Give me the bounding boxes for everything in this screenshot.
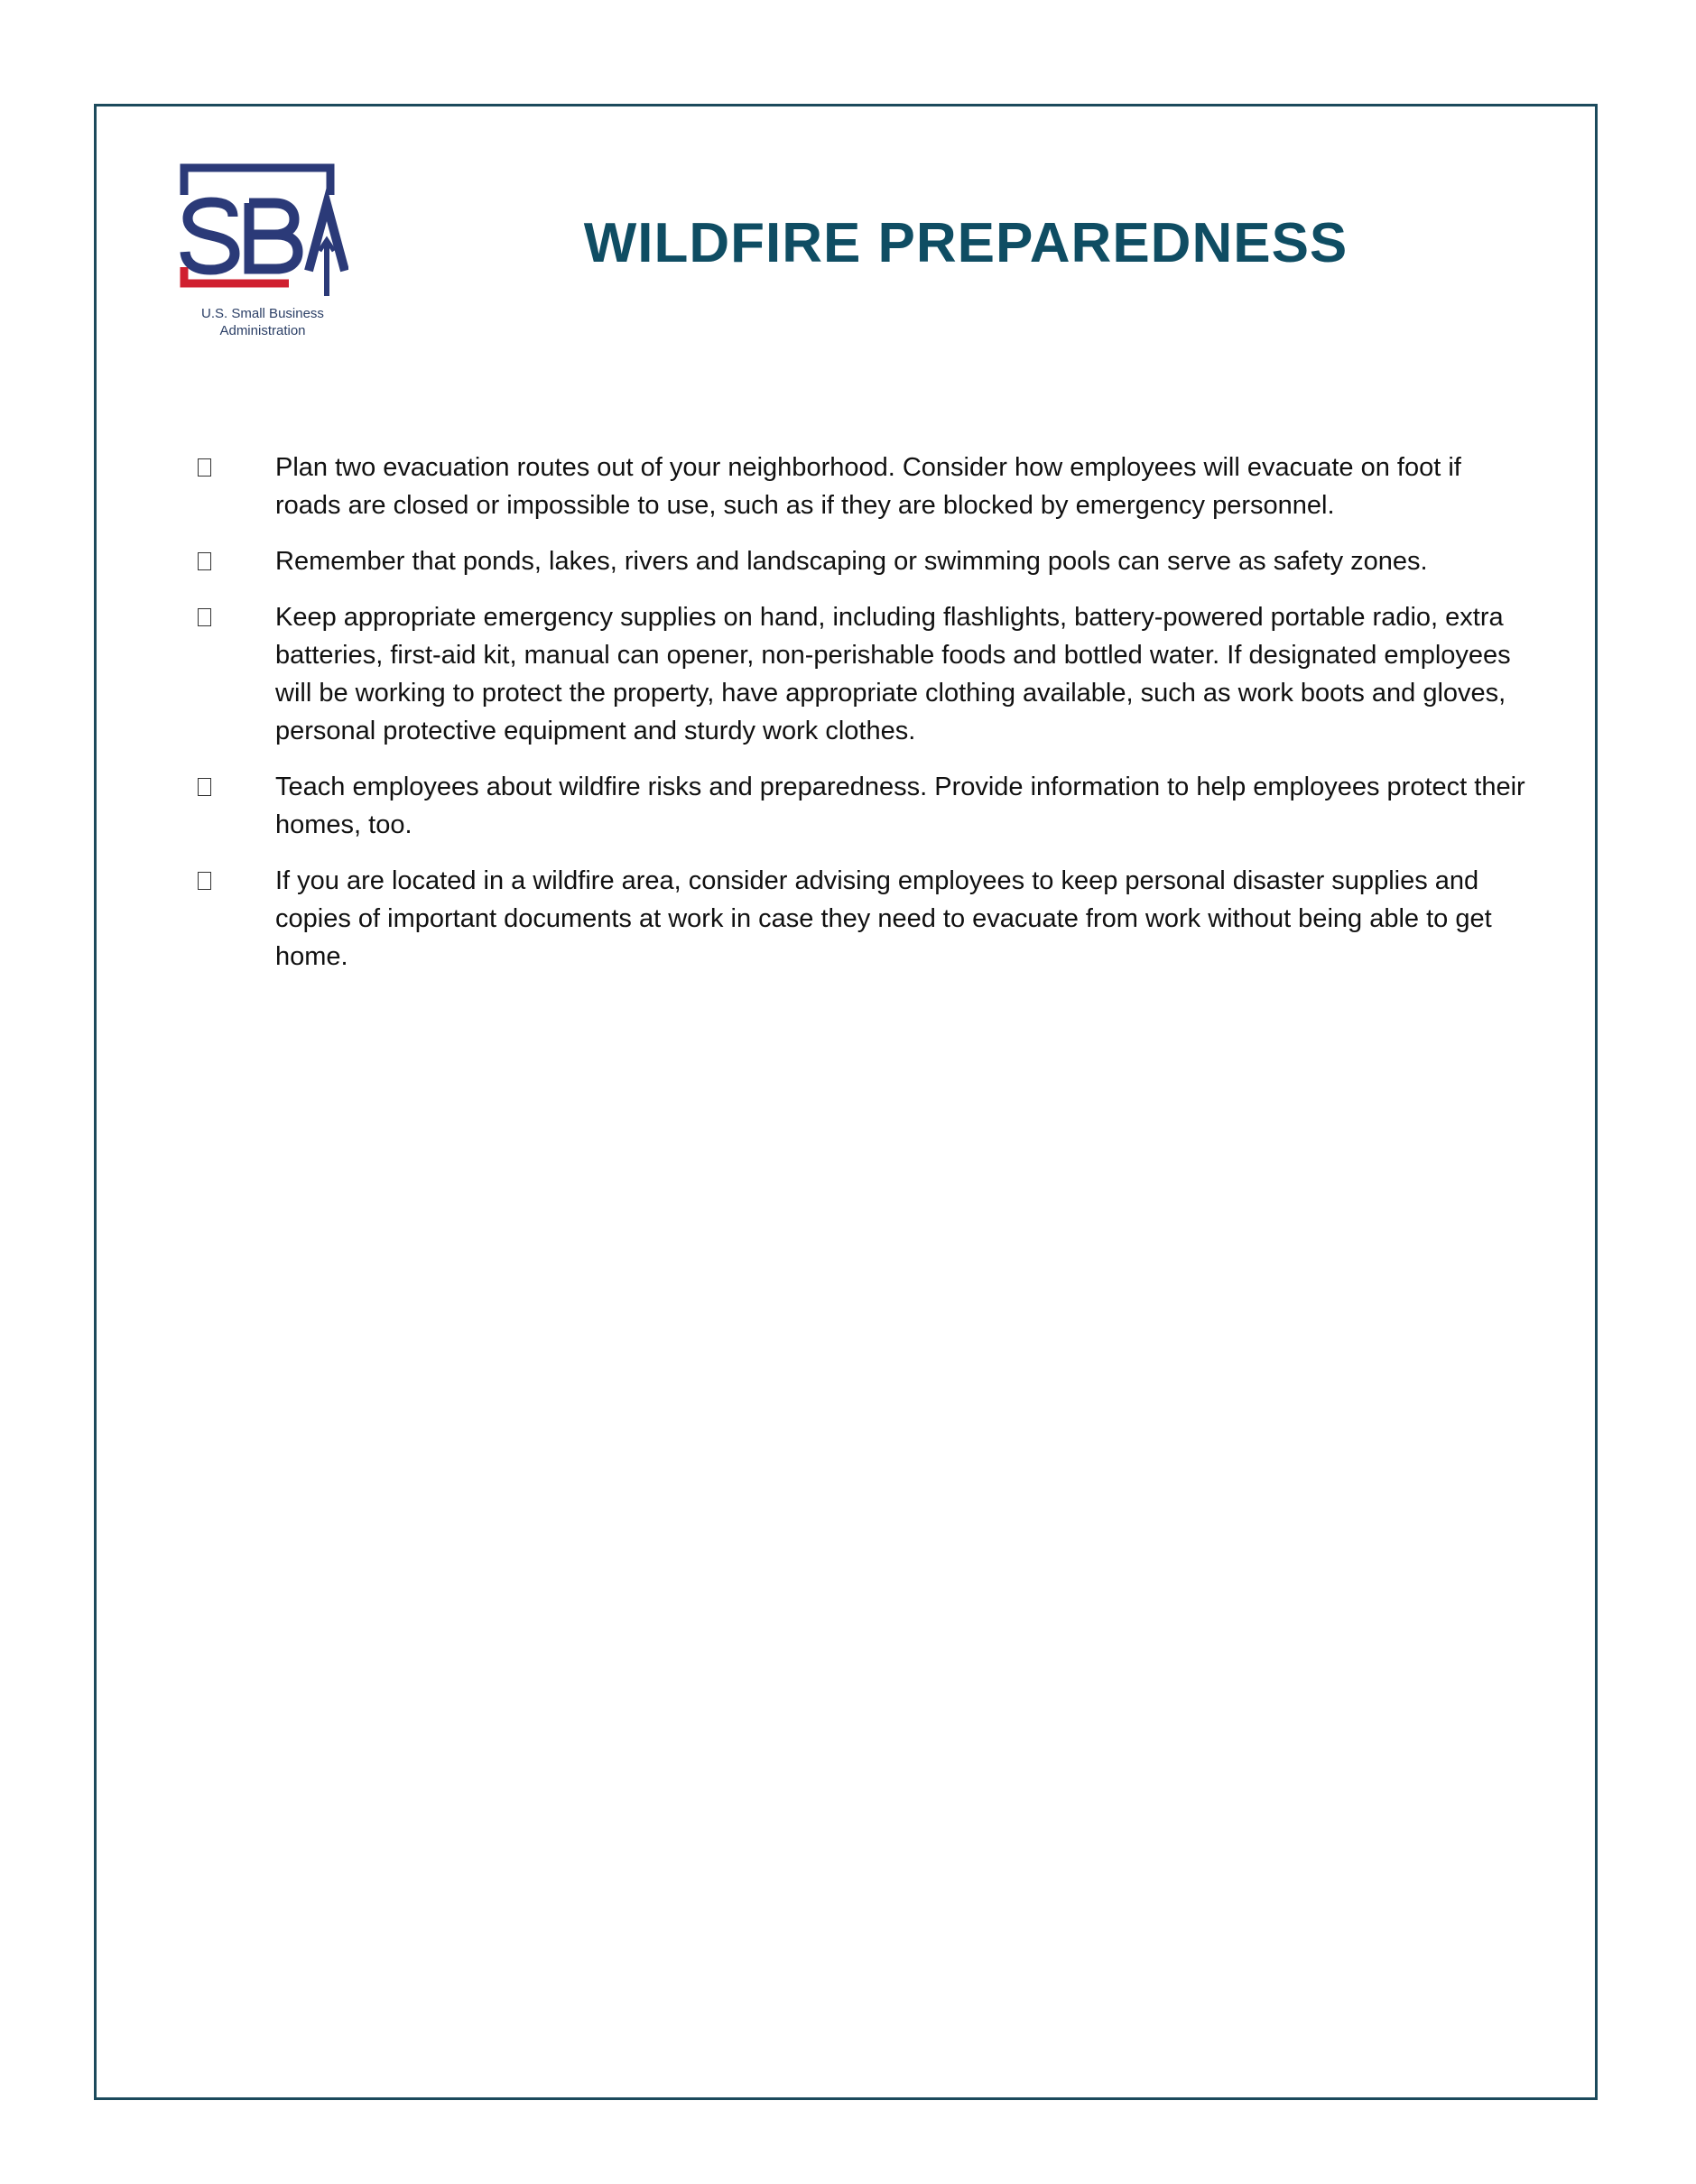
sba-logo-mark <box>177 161 348 305</box>
checkbox-icon[interactable] <box>198 872 211 890</box>
checkbox-icon[interactable] <box>198 608 211 626</box>
checklist-item-text: If you are located in a wildfire area, consider advising employees to keep personal disaster supplies and copies of important documents at work in case they need to evacuate from work without being able to get home. <box>275 866 1492 971</box>
sba-logo <box>177 161 348 341</box>
checkbox-icon[interactable] <box>198 458 211 477</box>
page-title: WILDFIRE PREPAREDNESS <box>583 212 1348 274</box>
logo-caption-line2: Administration <box>219 323 306 338</box>
logo-caption-line1: U.S. Small Business <box>201 306 324 321</box>
checklist-item-text: Keep appropriate emergency supplies on hand, including flashlights, battery-powered portable radio, extra batteries, first-aid kit, manual can opener, non-perishable foods and bottled water. If designated employees will be working to protect the property, have appropriate clothing available, such as work boots and gloves, personal protective equipment and sturdy work clothes. <box>275 603 1511 745</box>
checklist-item <box>194 862 1530 976</box>
checklist-item <box>194 768 1530 844</box>
checklist-item-text: Remember that ponds, lakes, rivers and landscaping or swimming pools can serve as safety zones. <box>275 547 1428 576</box>
checklist-item-text: Plan two evacuation routes out of your neighborhood. Consider how employees will evacuate on foot if roads are closed or impossible to use, such as if they are blocked by emergency personnel. <box>275 453 1461 520</box>
checklist-item-text: Teach employees about wildfire risks and preparedness. Provide information to help employees protect their homes, too. <box>275 773 1525 839</box>
logo-caption <box>177 305 348 339</box>
checklist-item <box>194 542 1530 580</box>
checklist-item <box>194 449 1530 524</box>
checkbox-icon[interactable] <box>198 552 211 570</box>
preparedness-checklist <box>194 449 1530 994</box>
page-border <box>94 104 1598 2100</box>
checkbox-icon[interactable] <box>198 778 211 796</box>
checklist-item <box>194 598 1530 750</box>
